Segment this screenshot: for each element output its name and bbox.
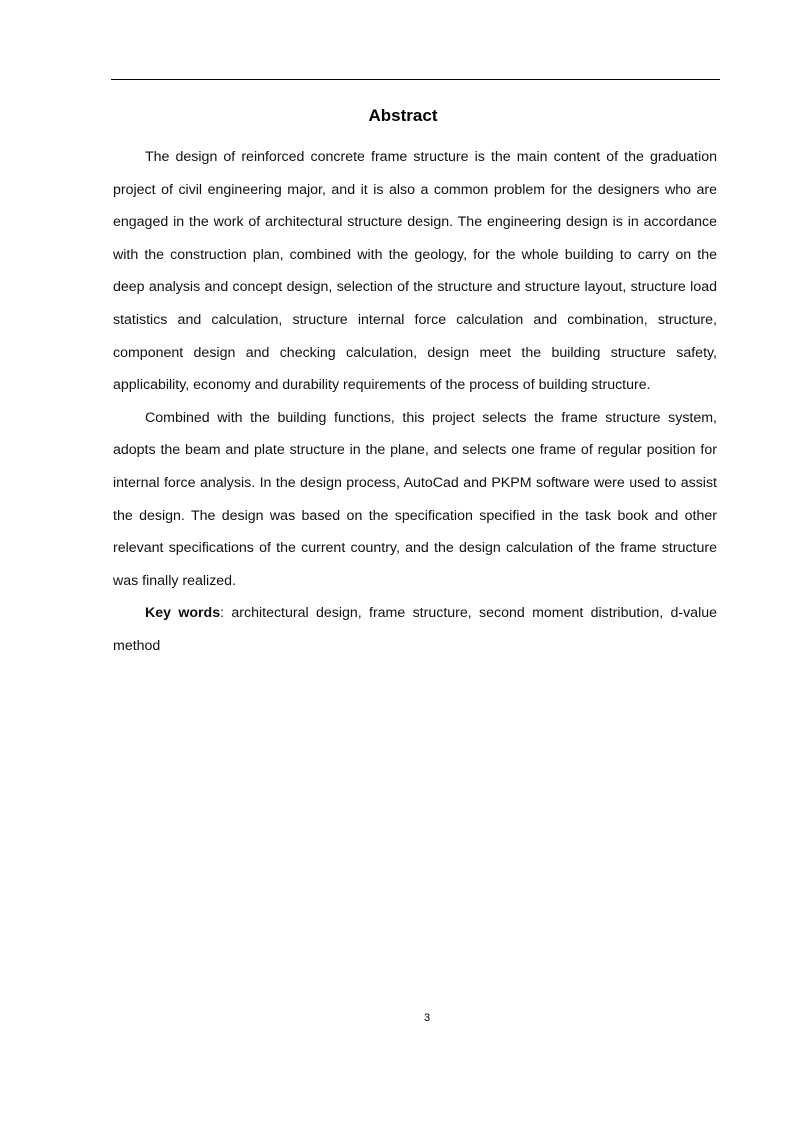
keywords-label: Key words	[145, 605, 221, 622]
keywords-text: : architectural design, frame structure, second moment distribution, d-value method	[113, 605, 718, 654]
header-rule	[111, 79, 720, 80]
abstract-body	[113, 141, 717, 663]
abstract-paragraph-2: Combined with the building functions, this project selects the frame structure system, adopts the beam and plate structure in the plane, and selects one frame of regular position for internal force analysis. In the design process, AutoCad and PKPM software were used to assist the design. The design was based on the specification specified in the task book and other relevant specifications of the current country, and the design calculation of the frame structure was finally realized.	[113, 409, 717, 589]
abstract-title: Abstract	[368, 106, 438, 125]
keywords-paragraph	[113, 597, 717, 662]
abstract-paragraph-1: The design of reinforced concrete frame structure is the main content of the graduation project of civil engineering major, and it is also a common problem for the designers who are engaged in the work of architectural structure design. The engineering design is in accordance with the construction plan, combined with the geology, for the whole building to carry on the deep analysis and concept design, selection of the structure and structure layout, structure load statistics and calculation, structure internal force calculation and combination, structure, component design and checking calculation, design meet the building structure safety, applicability, economy and durability requirements of the process of building structure.	[113, 149, 717, 394]
page-number: 3	[423, 1012, 431, 1024]
